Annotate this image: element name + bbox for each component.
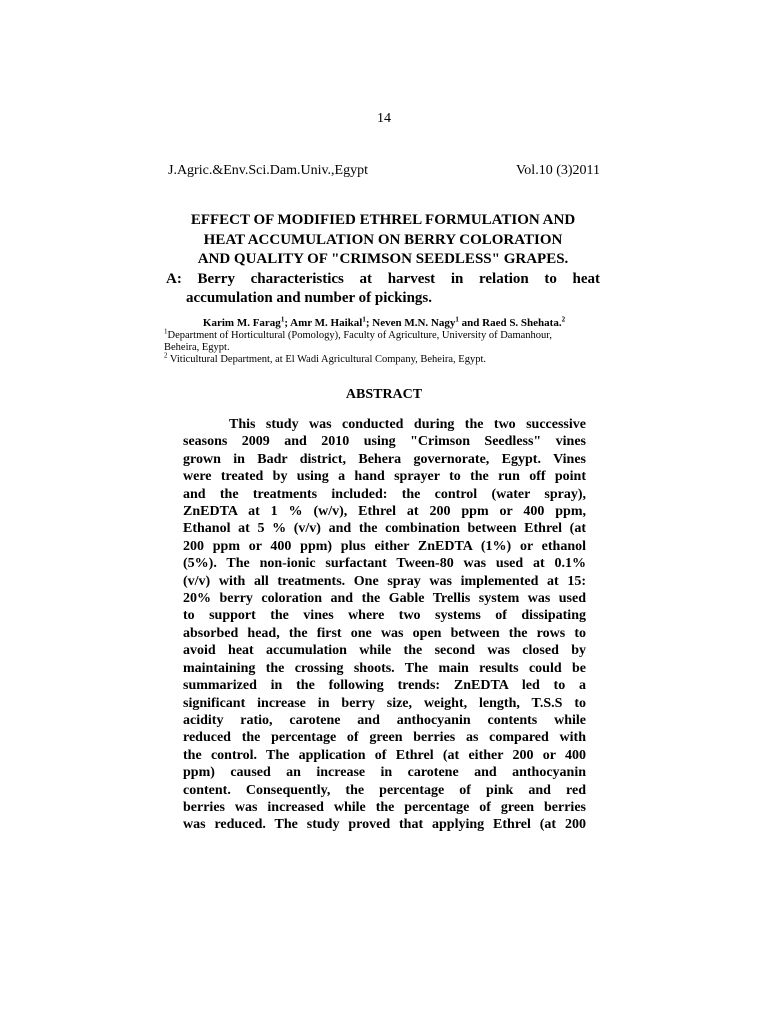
abstract-line: reduced the percentage of green berries as compared with (183, 730, 586, 746)
title-main-line: EFFECT OF MODIFIED ETHREL FORMULATION AND (190, 212, 576, 228)
abstract-line: This study was conducted during the two successive (229, 417, 586, 432)
author-separator: and (458, 317, 483, 329)
abstract-line: absorbed head, the first one was open between the rows to (183, 625, 586, 641)
subtitle-line: A: Berry characteristics at harvest in relation to heat (166, 270, 600, 287)
abstract-line: (5%). The non-ionic surfactant Tween-80 was used at 0.1% (183, 556, 586, 572)
abstract-line: berries was increased while the percentage of green berries (183, 799, 586, 815)
author-affil-mark: 1 (280, 315, 285, 324)
affiliation-mark: 1 (164, 327, 168, 336)
page-number: 14 (377, 111, 391, 126)
author-affil-mark: 1 (362, 315, 366, 324)
affiliation (164, 351, 604, 366)
abstract-line: significant increase in berry size, weight, length, T.S.S to (183, 695, 586, 711)
author-name: Raed S. Shehata. (482, 317, 562, 329)
abstract-line: to support the vines where two systems of dissipating (183, 608, 586, 624)
title-main-line: HEAT ACCUMULATION ON BERRY COLORATION (203, 231, 563, 248)
abstract-line: was reduced. The study proved that applying Ethrel (at 200 (183, 817, 586, 833)
abstract-line: (v/v) with all treatments. One spray was implemented at 15: (183, 573, 586, 589)
abstract-line: content. Consequently, the percentage of pink and red (183, 782, 586, 798)
paper-title (166, 211, 600, 309)
journal-name: J.Agric.&Env.Sci.Dam.Univ.,Egypt (168, 163, 368, 178)
abstract-line: summarized in the following trends: ZnEDTA led to a (183, 678, 586, 694)
journal-volume: Vol.10 (3)2011 (516, 163, 600, 178)
affiliation-mark: 2 (164, 351, 168, 360)
abstract-body (183, 416, 586, 834)
abstract-line: acidity ratio, carotene and anthocyanin contents while (183, 712, 586, 728)
author-name: Amr M. Haikal (290, 317, 363, 329)
author-affil-mark: 2 (561, 315, 566, 324)
affiliation-text: Viticultural Department, at El Wadi Agricultural Company, Beheira, Egypt. (167, 354, 487, 365)
abstract-line: avoid heat accumulation while the second was closed by (183, 643, 586, 659)
journal-header (168, 163, 600, 179)
abstract-line: ZnEDTA at 1 % (w/v), Ethrel at 200 ppm or 400 ppm, (183, 504, 586, 520)
abstract-line: ppm) caused an increase in carotene and anthocyanin (183, 765, 586, 781)
author-separator: ; (284, 317, 291, 329)
abstract-line: maintaining the crossing shoots. The main results could be (183, 660, 586, 676)
affiliation-continuation: Beheira, Egypt. (164, 342, 230, 353)
author-name: Neven M.N. Nagy (372, 317, 456, 329)
subtitle-line: accumulation and number of pickings. (186, 290, 433, 306)
author-separator: ; (365, 317, 373, 329)
abstract-line: grown in Badr district, Behera governorate, Egypt. Vines (183, 451, 586, 467)
author-list (164, 317, 604, 329)
affiliation-text: Department of Horticultural (Pomology), Faculty of Agriculture, University of Damanhour, (167, 330, 552, 341)
abstract-line: 20% berry coloration and the Gable Trellis system was used (183, 591, 586, 607)
abstract-line: 200 ppm or 400 ppm) plus either ZnEDTA (1%) or ethanol (183, 538, 586, 554)
abstract-heading: ABSTRACT (345, 387, 423, 402)
abstract-line: the control. The application of Ethrel (at either 200 or 400 (183, 747, 586, 763)
title-subtitle (166, 270, 600, 309)
author-name: Karim M. Farag (202, 317, 281, 329)
author-affil-mark: 1 (455, 315, 459, 324)
abstract-line: were treated by using a hand sprayer to the run off point (183, 469, 586, 485)
abstract-line: and the treatments included: the control (water spray), (183, 486, 586, 502)
affiliation (164, 327, 604, 342)
authors-block (164, 317, 604, 366)
abstract-line: seasons 2009 and 2010 using "Crimson Seedless" vines (183, 434, 586, 450)
abstract-line: Ethanol at 5 % (v/v) and the combination between Ethrel (at (183, 521, 586, 537)
title-main-line: AND QUALITY OF "CRIMSON SEEDLESS" GRAPES. (197, 251, 569, 267)
